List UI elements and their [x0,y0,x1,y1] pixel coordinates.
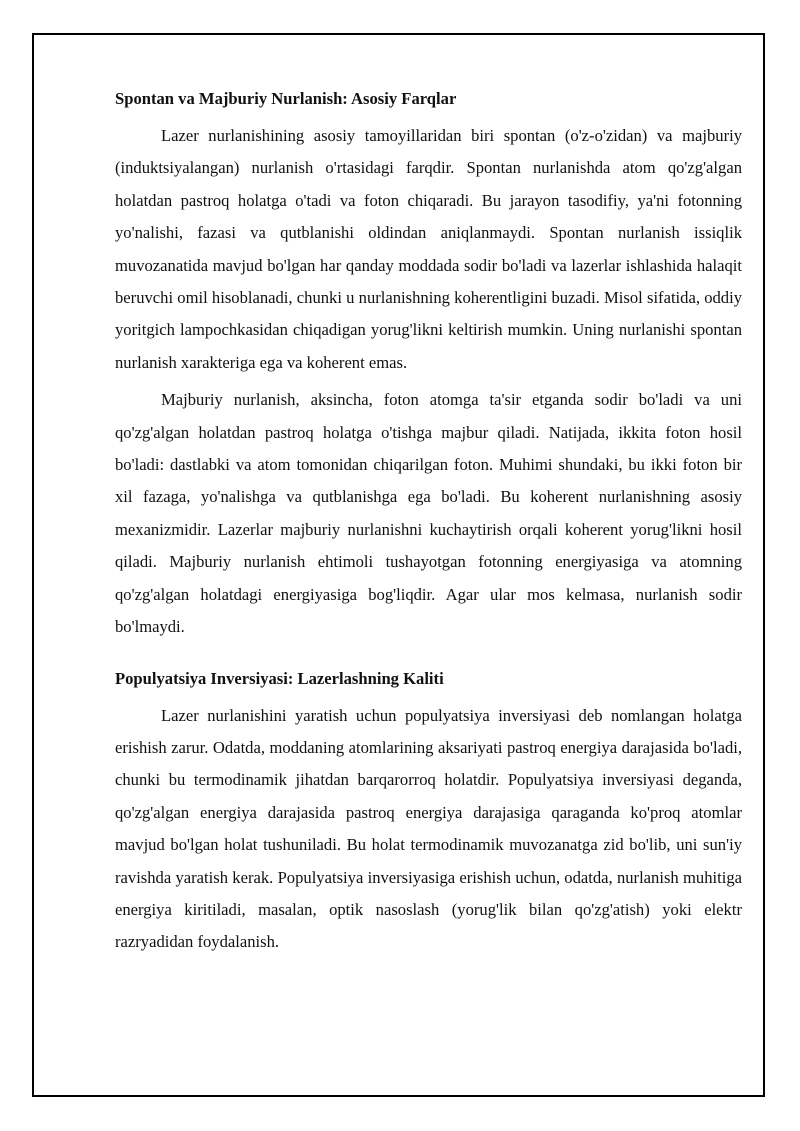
document-body [115,84,742,964]
paragraph-populyatsiya-inversiyasi: Lazer nurlanishini yaratish uchun populyatsiya inversiyasi deb nomlangan holatga erishish zarur. Odatda, moddaning atomlarining aksariyati pastroq energiya darajasida bo'ladi, chunki bu termodinamik jihatdan barqarorroq holatdir. Populyatsiya inversiyasi deganda, qo'zg'algan energiya darajasida pastroq energiya darajasiga qaraganda ko'proq atomlar mavjud bo'lgan holat tushuniladi. Bu holat termodinamik muvozanatga zid bo'lib, uni sun'iy ravishda yaratish kerak. Populyatsiya inversiyasiga erishish uchun, odatda, nurlanish muhitiga energiya kiritiladi, masalan, optik nasoslash (yorug'lik bilan qo'zg'atish) yoki elektr razryadidan foydalanish. [115,705,742,952]
section-heading-populyatsiya-inversiyasi: Populyatsiya Inversiyasi: Lazerlashning Kaliti [115,668,444,688]
paragraph-spontan-nurlanish: Lazer nurlanishining asosiy tamoyillaridan biri spontan (o'z-o'zidan) va majburiy (induktsiyalangan) nurlanish o'rtasidagi farqdir. Spontan nurlanishda atom qo'zg'algan holatdan pastroq holatga o'tadi va foton chiqaradi. Bu jarayon tasodifiy, ya'ni fotonning yo'nalishi, fazasi va qutblanishi oldindan aniqlanmaydi. Spontan nurlanish issiqlik muvozanatida mavjud bo'lgan har qanday moddada sodir bo'ladi va lazerlar ishlashida halaqit beruvchi omil hisoblanadi, chunki u nurlanishning koherentligini buzadi. Misol sifatida, oddiy yoritgich lampochkasidan chiqadigan yorug'likni keltirish mumkin. Uning nurlanishi spontan nurlanish xarakteriga ega va koherent emas. [115,126,742,372]
paragraph-majburiy-nurlanish: Majburiy nurlanish, aksincha, foton atomga ta'sir etganda sodir bo'ladi va uni qo'zg'algan holatdan pastroq holatga o'tishga majbur qiladi. Natijada, ikkita foton hosil bo'ladi: dastlabki va atom tomonidan chiqarilgan foton. Muhimi shundaki, bu ikki foton bir xil fazaga, yo'nalishga va qutblanishga ega bo'ladi. Bu koherent nurlanishning asosiy mexanizmidir. Lazerlar majburiy nurlanishni kuchaytirish orqali koherent yorug'likni hosil qiladi. Majburiy nurlanish ehtimoli tushayotgan fotonning energiyasiga va atomning qo'zg'algan holatdagi energiyasiga bog'liqdir. Agar ular mos kelmasa, nurlanish sodir bo'lmaydi. [115,390,742,637]
section-heading-spontan-majburiy: Spontan va Majburiy Nurlanish: Asosiy Farqlar [115,89,457,108]
